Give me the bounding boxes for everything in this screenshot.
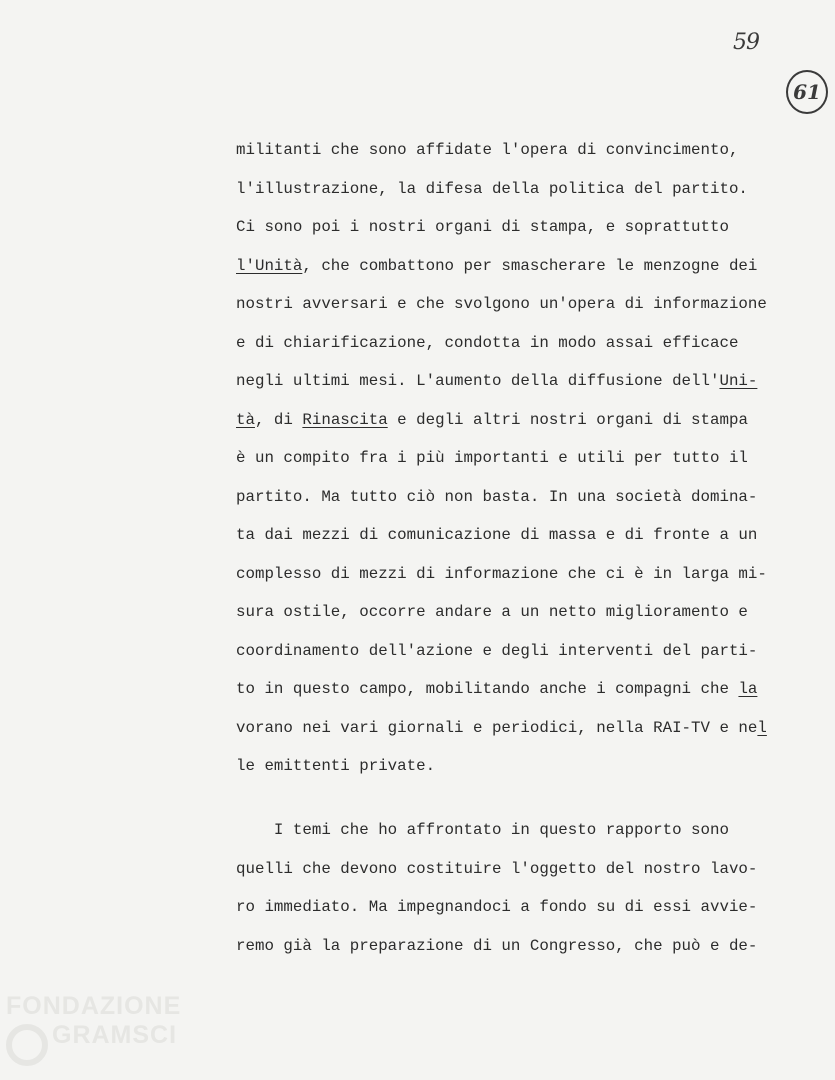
text-line: [236, 401, 816, 440]
text-line: [236, 811, 816, 850]
text-line: [236, 850, 816, 889]
text-line: [236, 555, 816, 594]
text-segment: sura ostile, occorre andare a un netto miglioramento e: [236, 603, 748, 621]
text-segment: Ci sono poi i nostri organi di stampa, e soprattutto: [236, 218, 729, 236]
paragraph-1: [236, 131, 816, 786]
text-line: [236, 927, 816, 966]
text-line: [236, 593, 816, 632]
text-line: [236, 208, 816, 247]
text-line: [236, 888, 816, 927]
text-line: [236, 747, 816, 786]
text-line: [236, 439, 816, 478]
text-line: [236, 362, 816, 401]
text-segment: le emittenti private.: [236, 757, 436, 775]
text-line: [236, 170, 816, 209]
underlined-text: tà: [236, 410, 255, 429]
text-segment: partito. Ma tutto ciò non basta. In una società domina-: [236, 487, 758, 506]
text-segment: militanti che sono affidate l'opera di convincimento,: [236, 141, 739, 159]
text-line: [236, 247, 816, 286]
text-line: [236, 131, 816, 170]
foundation-watermark: [6, 992, 206, 1050]
text-segment: negli ultimi mesi. L'aumento della diffusione dell': [236, 372, 720, 390]
text-segment: ta dai mezzi di comunicazione di massa e di fronte a un: [236, 526, 758, 544]
text-segment: coordinamento dell'azione e degli interventi del parti-: [236, 641, 758, 660]
paragraph-2: [236, 811, 816, 965]
text-line: [236, 285, 816, 324]
watermark-line-1: FONDAZIONE: [6, 992, 182, 1020]
text-segment: , che combattono per smascherare le menzogne dei: [302, 256, 758, 275]
text-line: [236, 516, 816, 555]
text-segment: , di: [254, 410, 303, 429]
watermark-line-2: GRAMSCI: [52, 1021, 178, 1049]
text-segment: to in questo campo, mobilitando anche i compagni che: [236, 680, 739, 698]
text-segment: e di chiarificazione, condotta in modo assai efficace: [236, 333, 739, 352]
typed-folio-number: 59: [733, 30, 759, 55]
text-segment: nostri avversari e che svolgono un'opera di informazione: [236, 295, 767, 313]
text-line: [236, 670, 816, 709]
underlined-text: Uni-: [719, 372, 758, 390]
text-line: [236, 324, 816, 363]
text-segment: ro immediato. Ma impegnandoci a fondo su di essi avvie-: [236, 898, 758, 916]
text-segment: è un compito fra i più importanti e utili per tutto il: [236, 449, 748, 467]
text-segment: I temi che ho affrontato in questo rapporto sono: [236, 821, 729, 839]
circled-folio-number: 61: [786, 70, 828, 114]
text-segment: quelli che devono costituire l'oggetto del nostro lavo-: [236, 859, 758, 878]
underlined-text: la: [738, 680, 758, 698]
text-line: [236, 709, 816, 748]
text-segment: complesso di mezzi di informazione che ci è in larga mi-: [236, 564, 767, 583]
text-segment: remo già la preparazione di un Congresso, che può e de-: [236, 936, 758, 955]
text-line: [236, 632, 816, 671]
text-segment: vorano nei vari giornali e periodici, nella RAI-TV e ne: [236, 718, 758, 737]
underlined-text: l: [757, 718, 767, 737]
text-segment: e degli altri nostri organi di stampa: [387, 410, 748, 429]
text-line: [236, 478, 816, 517]
underlined-text: l'Unità: [236, 256, 303, 275]
underlined-text: Rinascita: [302, 410, 388, 429]
text-segment: l'illustrazione, la difesa della politica del partito.: [236, 179, 748, 198]
